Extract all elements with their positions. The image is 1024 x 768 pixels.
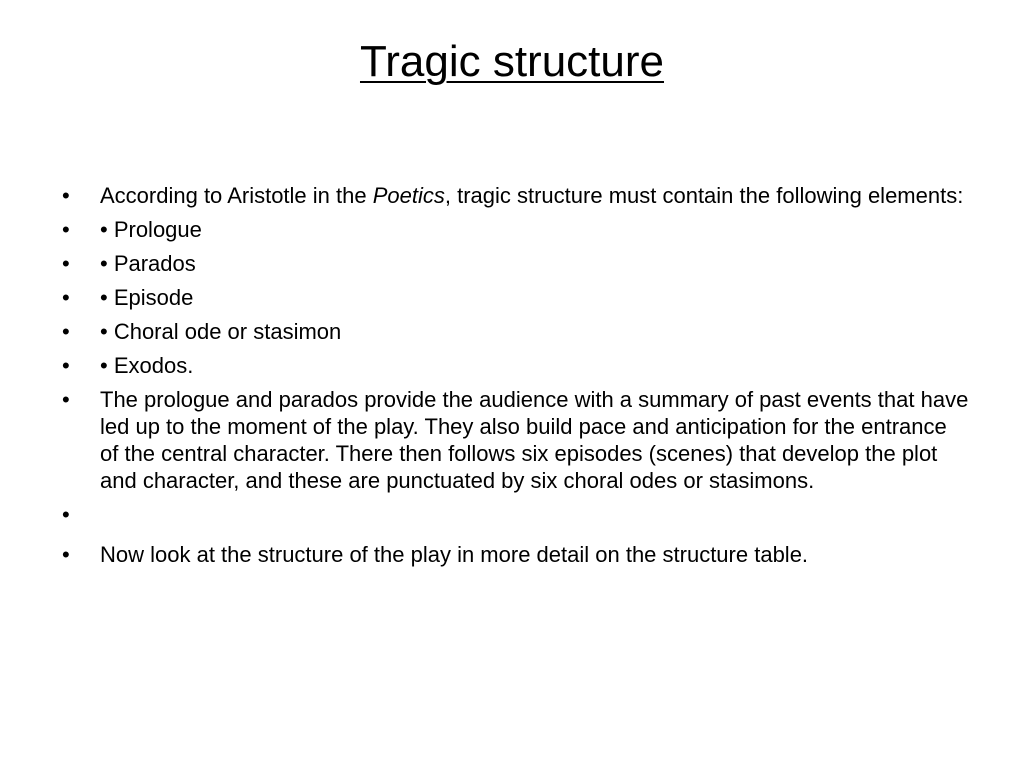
- list-item: [60, 318, 970, 345]
- list-item-empty: [60, 501, 970, 534]
- list-item: [60, 284, 970, 311]
- list-item: [60, 250, 970, 277]
- bullet-icon: •: [62, 353, 70, 378]
- item-text-emphasis: Poetics: [372, 183, 445, 208]
- item-text-intro-end: , tragic structure must contain the following elements:: [444, 183, 964, 208]
- list-item: [60, 541, 970, 568]
- slide-title: Tragic structure: [359, 37, 664, 86]
- bullet-icon: •: [62, 387, 70, 412]
- item-text: • Episode: [100, 285, 194, 310]
- bullet-icon: •: [62, 183, 70, 208]
- item-text: • Choral ode or stasimon: [100, 319, 342, 344]
- bullet-icon: •: [62, 251, 70, 276]
- item-text: • Exodos.: [100, 353, 194, 378]
- list-item: [60, 216, 970, 243]
- item-text: • Prologue: [100, 217, 202, 242]
- item-text: The prologue and parados provide the audience with a summary of past events that have led up to the moment of the play. They also build pace and anticipation for the entrance of the central character. There then follows six episodes (scenes) that develop the plot and character, and these are punctuated by six choral odes or stasimons.: [100, 387, 969, 493]
- bullet-icon: •: [62, 319, 70, 344]
- item-text: Now look at the structure of the play in more detail on the structure table.: [100, 542, 809, 567]
- item-text: • Parados: [100, 251, 196, 276]
- bullet-icon: •: [62, 502, 70, 527]
- bullet-list: [60, 182, 970, 575]
- list-item: [60, 182, 970, 209]
- bullet-icon: •: [62, 217, 70, 242]
- bullet-icon: •: [62, 285, 70, 310]
- list-item: [60, 386, 970, 494]
- bullet-icon: •: [62, 542, 70, 567]
- item-text-intro: According to Aristotle in the: [100, 183, 373, 208]
- list-item: [60, 352, 970, 379]
